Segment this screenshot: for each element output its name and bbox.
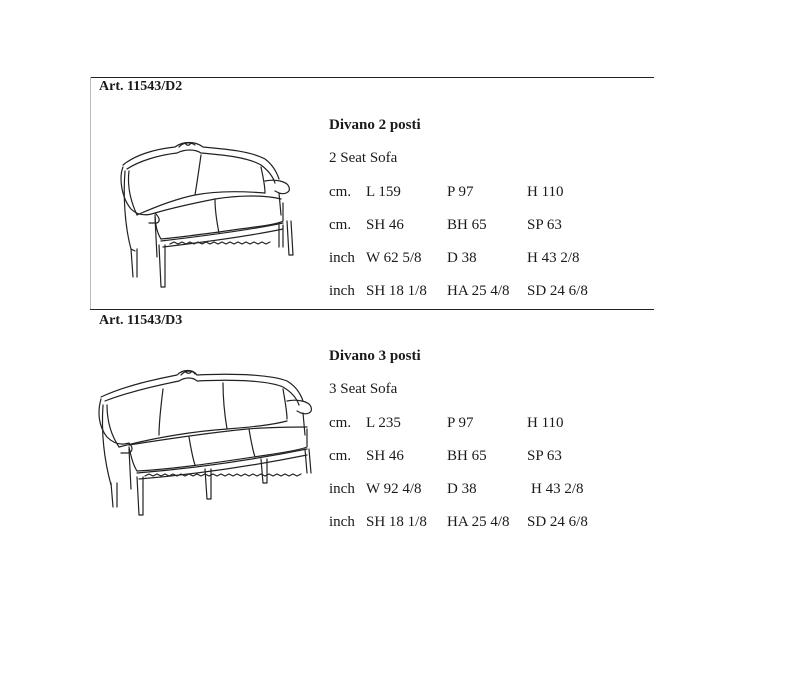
dimension-value: W 92 4/8 [366, 481, 422, 497]
dimension-row [329, 283, 629, 303]
dimension-value: P 97 [447, 415, 474, 431]
dimension-value: SP 63 [527, 448, 562, 464]
dimension-value: H 43 2/8 [531, 481, 584, 497]
three-seat-sofa-drawing [97, 365, 322, 530]
dimension-row [329, 184, 629, 204]
unit-label: cm. [329, 448, 352, 464]
section-divider [90, 309, 654, 310]
dimension-value: HA 25 4/8 [447, 283, 510, 299]
dimension-value: H 110 [527, 184, 564, 200]
dimension-value: SH 18 1/8 [366, 514, 427, 530]
dimension-value: SP 63 [527, 217, 562, 233]
dimension-value: H 110 [527, 415, 564, 431]
dimension-value: L 235 [366, 415, 401, 431]
dimension-value: D 38 [447, 250, 477, 266]
product-name-en: 2 Seat Sofa [329, 150, 398, 166]
dimension-value: P 97 [447, 184, 474, 200]
two-seat-sofa-drawing [115, 137, 300, 302]
unit-label: cm. [329, 217, 352, 233]
dimension-row [329, 514, 629, 534]
dimension-value: SD 24 6/8 [527, 283, 588, 299]
dimension-value: SH 46 [366, 448, 404, 464]
dimension-value: SD 24 6/8 [527, 514, 588, 530]
product-name-en: 3 Seat Sofa [329, 381, 398, 397]
dimension-value: D 38 [447, 481, 477, 497]
unit-label: cm. [329, 184, 352, 200]
unit-label: inch [329, 514, 355, 530]
article-code: Art. 11543/D3 [99, 313, 183, 328]
dimension-value: H 43 2/8 [527, 250, 580, 266]
dimension-row [329, 217, 629, 237]
dimension-row [329, 448, 629, 468]
dimension-row [329, 250, 629, 270]
dimension-value: BH 65 [447, 448, 487, 464]
dimension-value: BH 65 [447, 217, 487, 233]
dimension-value: W 62 5/8 [366, 250, 422, 266]
unit-label: inch [329, 283, 355, 299]
product-name-it: Divano 2 posti [329, 117, 421, 133]
dimension-value: SH 46 [366, 217, 404, 233]
left-border [90, 77, 91, 309]
unit-label: inch [329, 250, 355, 266]
product-name-it: Divano 3 posti [329, 348, 421, 364]
dimension-value: HA 25 4/8 [447, 514, 510, 530]
dimension-value: SH 18 1/8 [366, 283, 427, 299]
dimension-value: L 159 [366, 184, 401, 200]
article-code: Art. 11543/D2 [99, 79, 183, 94]
dimension-row [329, 415, 629, 435]
dimension-row [329, 481, 629, 501]
unit-label: inch [329, 481, 355, 497]
unit-label: cm. [329, 415, 352, 431]
top-divider [90, 77, 654, 78]
